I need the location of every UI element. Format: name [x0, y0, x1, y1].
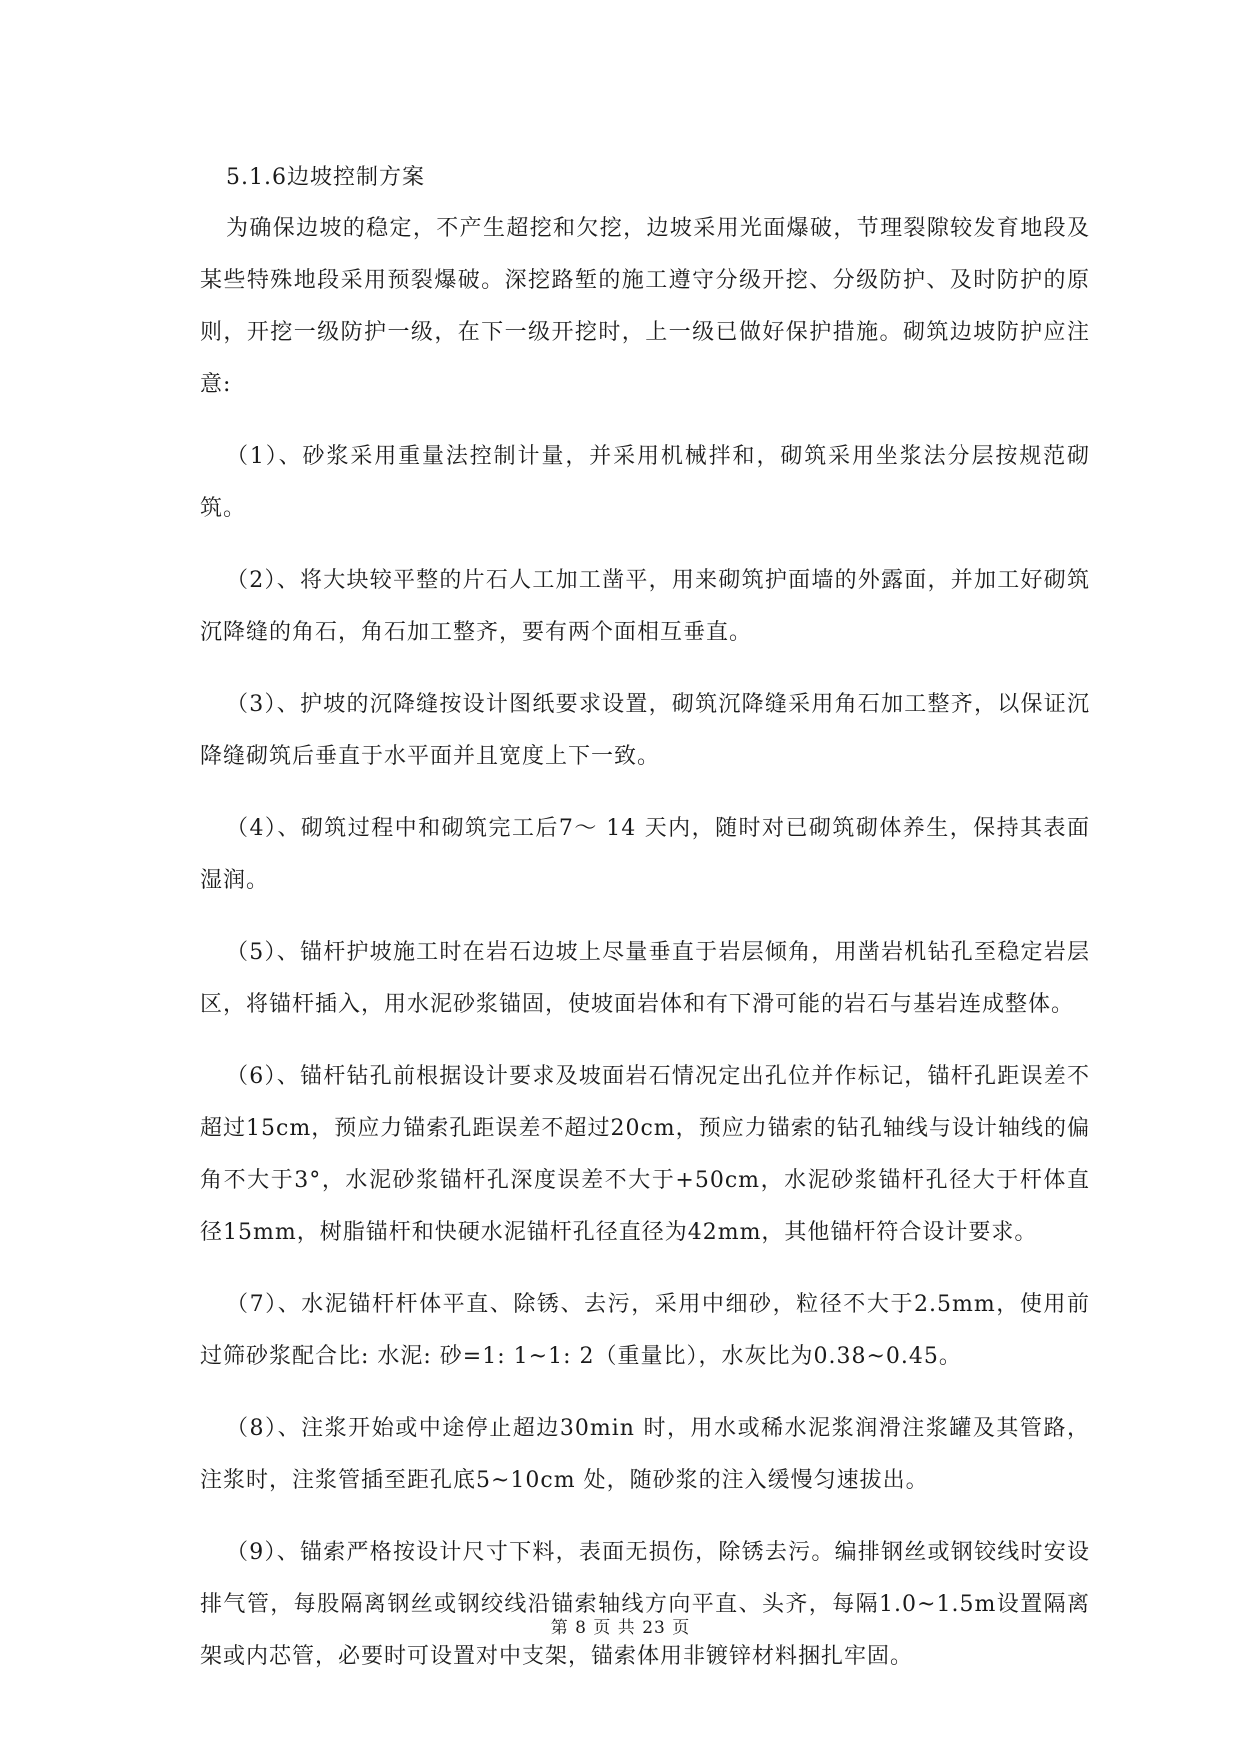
- item-paragraph-6: （6）、锚杆钻孔前根据设计要求及坡面岩石情况定出孔位并作标记，锚杆孔距误差不超过15cm，预应力锚索孔距误差不超过20cm，预应力锚索的钻孔轴线与设计轴线的偏角不大于3°，水泥砂浆锚杆孔深度误差不大于+50cm，水泥砂浆锚杆孔径大于杆体直径15mm，树脂锚杆和快硬水泥锚杆孔径直径为42mm，其他锚杆符合设计要求。: [200, 1064, 1090, 1245]
- item-paragraph-3: （3）、护坡的沉降缝按设计图纸要求设置，砌筑沉降缝采用角石加工整齐，以保证沉降缝砌筑后垂直于水平面并且宽度上下一致。: [200, 692, 1090, 769]
- section-heading: 5.1.6边坡控制方案: [226, 165, 425, 190]
- item-paragraph-8: （8）、注浆开始或中途停止超边30min 时，用水或稀水泥浆润滑注浆罐及其管路，注浆时，注浆管插至距孔底5~10cm 处，随砂浆的注入缓慢匀速拔出。: [200, 1416, 1090, 1493]
- page-body: [200, 163, 1090, 1683]
- item-paragraph-4: （4）、砌筑过程中和砌筑完工后7～ 14 天内，随时对已砌筑砌体养生，保持其表面湿润。: [200, 816, 1090, 893]
- item-paragraph-7: （7）、水泥锚杆杆体平直、除锈、去污，采用中细砂，粒径不大于2.5mm，使用前过筛砂浆配合比: 水泥: 砂=1: 1~1: 2（重量比），水灰比为0.38~0.45。: [200, 1292, 1090, 1369]
- intro-paragraph: 为确保边坡的稳定，不产生超挖和欠挖，边坡采用光面爆破，节理裂隙较发育地段及某些特殊地段采用预裂爆破。深挖路堑的施工遵守分级开挖、分级防护、及时防护的原则，开挖一级防护一级，在下一级开挖时，上一级已做好保护措施。砌筑边坡防护应注意:: [200, 216, 1090, 397]
- item-paragraph-9: （9）、锚索严格按设计尺寸下料，表面无损伤，除锈去污。编排钢丝或钢铰线时安设排气管，每股隔离钢丝或钢绞线沿锚索轴线方向平直、头齐，每隔1.0~1.5m设置隔离架或内芯管，必要时可设置对中支架，锚索体用非镀锌材料捆扎牢固。: [200, 1540, 1090, 1669]
- item-paragraph-1: （1）、砂浆采用重量法控制计量，并采用机械拌和，砌筑采用坐浆法分层按规范砌筑。: [200, 444, 1090, 521]
- item-paragraph-5: （5）、锚杆护坡施工时在岩石边坡上尽量垂直于岩层倾角，用凿岩机钻孔至稳定岩层区，将锚杆插入，用水泥砂浆锚固，使坡面岩体和有下滑可能的岩石与基岩连成整体。: [200, 940, 1090, 1017]
- page-number-footer: 第 8 页 共 23 页: [550, 1618, 691, 1638]
- item-paragraph-2: （2）、将大块较平整的片石人工加工凿平，用来砌筑护面墙的外露面，并加工好砌筑沉降缝的角石，角石加工整齐，要有两个面相互垂直。: [200, 568, 1090, 645]
